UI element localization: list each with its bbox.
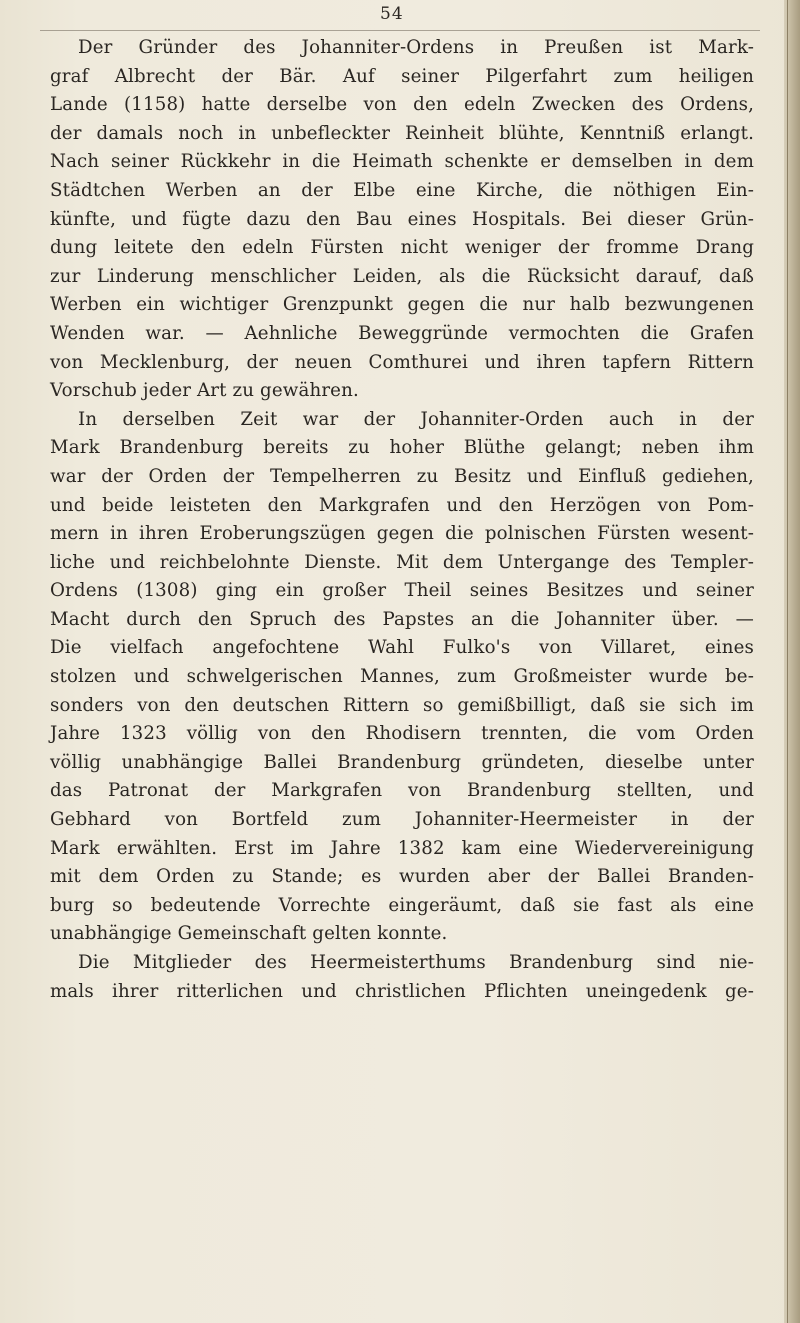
text-line: Vorschub jeder Art zu gewähren.: [50, 380, 359, 402]
body-text: [50, 34, 754, 1006]
text-line: Mark erwählten. Erst im Jahre 1382 kam eine Wiedervereinigung: [50, 837, 754, 859]
text-line: das Patronat der Markgrafen von Brandenburg stellten, und: [50, 780, 754, 802]
text-line: Lande (1158) hatte derselbe von den edeln Zwecken des Ordens,: [50, 94, 754, 116]
text-line: unabhängige Gemeinschaft gelten konnte.: [50, 923, 448, 945]
text-line: Werben ein wichtiger Grenzpunkt gegen die nur halb bezwungenen: [50, 294, 754, 316]
paragraph-1: [50, 34, 754, 406]
text-line: graf Albrecht der Bär. Auf seiner Pilgerfahrt zum heiligen: [50, 65, 754, 87]
text-line: Die Mitglieder des Heermeisterthums Brandenburg sind nie-: [78, 952, 754, 973]
text-line: sonders von den deutschen Rittern so gemißbilligt, daß sie sich im: [50, 694, 754, 716]
text-line: der damals noch in unbefleckter Reinheit blühte, Kenntniß erlangt.: [50, 122, 754, 144]
paragraph-2: [50, 406, 754, 949]
text-line: stolzen und schwelgerischen Mannes, zum Großmeister wurde be-: [50, 666, 754, 688]
text-line: Wenden war. — Aehnliche Beweggründe vermochten die Grafen: [50, 322, 754, 344]
page-number: 54: [380, 4, 404, 24]
text-line: von Mecklenburg, der neuen Comthurei und ihren tapfern Rittern: [50, 351, 754, 373]
text-line: künfte, und fügte dazu den Bau eines Hospitals. Bei dieser Grün-: [50, 208, 754, 230]
page-edge: [784, 0, 800, 1323]
text-line: Ordens (1308) ging ein großer Theil seines Besitzes und seiner: [50, 580, 754, 602]
text-line: Städtchen Werben an der Elbe eine Kirche, die nöthigen Ein-: [50, 179, 754, 201]
text-line: und beide leisteten den Markgrafen und den Herzögen von Pom-: [50, 494, 754, 516]
text-line: Gebhard von Bortfeld zum Johanniter-Heermeister in der: [50, 809, 754, 831]
text-line: Mark Brandenburg bereits zu hoher Blüthe gelangt; neben ihm: [50, 437, 754, 459]
text-line: mern in ihren Eroberungszügen gegen die polnischen Fürsten wesent-: [50, 523, 754, 545]
paragraph-3: [50, 949, 754, 1006]
text-line: Macht durch den Spruch des Papstes an die Johanniter über. —: [50, 608, 754, 630]
header-rule: [40, 30, 760, 31]
text-line: burg so bedeutende Vorrechte eingeräumt, daß sie fast als eine: [50, 894, 754, 916]
text-line: war der Orden der Tempelherren zu Besitz und Einfluß gediehen,: [50, 465, 754, 487]
text-line: dung leitete den edeln Fürsten nicht weniger der fromme Drang: [50, 237, 754, 259]
text-line: Die vielfach angefochtene Wahl Fulko's von Villaret, eines: [50, 637, 754, 659]
text-line: Der Gründer des Johanniter-Ordens in Preußen ist Mark-: [78, 37, 754, 58]
text-line: In derselben Zeit war der Johanniter-Orden auch in der: [78, 408, 754, 430]
text-line: mit dem Orden zu Stande; es wurden aber der Ballei Branden-: [50, 866, 754, 888]
text-line: mals ihrer ritterlichen und christlichen Pflichten uneingedenk ge-: [50, 980, 754, 1002]
text-line: völlig unabhängige Ballei Brandenburg gründeten, dieselbe unter: [50, 751, 754, 773]
text-line: Nach seiner Rückkehr in die Heimath schenkte er demselben in dem: [50, 151, 754, 173]
text-line: zur Linderung menschlicher Leiden, als die Rücksicht darauf, daß: [50, 265, 754, 287]
text-line: liche und reichbelohnte Dienste. Mit dem Untergange des Templer-: [50, 551, 754, 573]
text-line: Jahre 1323 völlig von den Rhodisern trennten, die vom Orden: [50, 723, 754, 745]
